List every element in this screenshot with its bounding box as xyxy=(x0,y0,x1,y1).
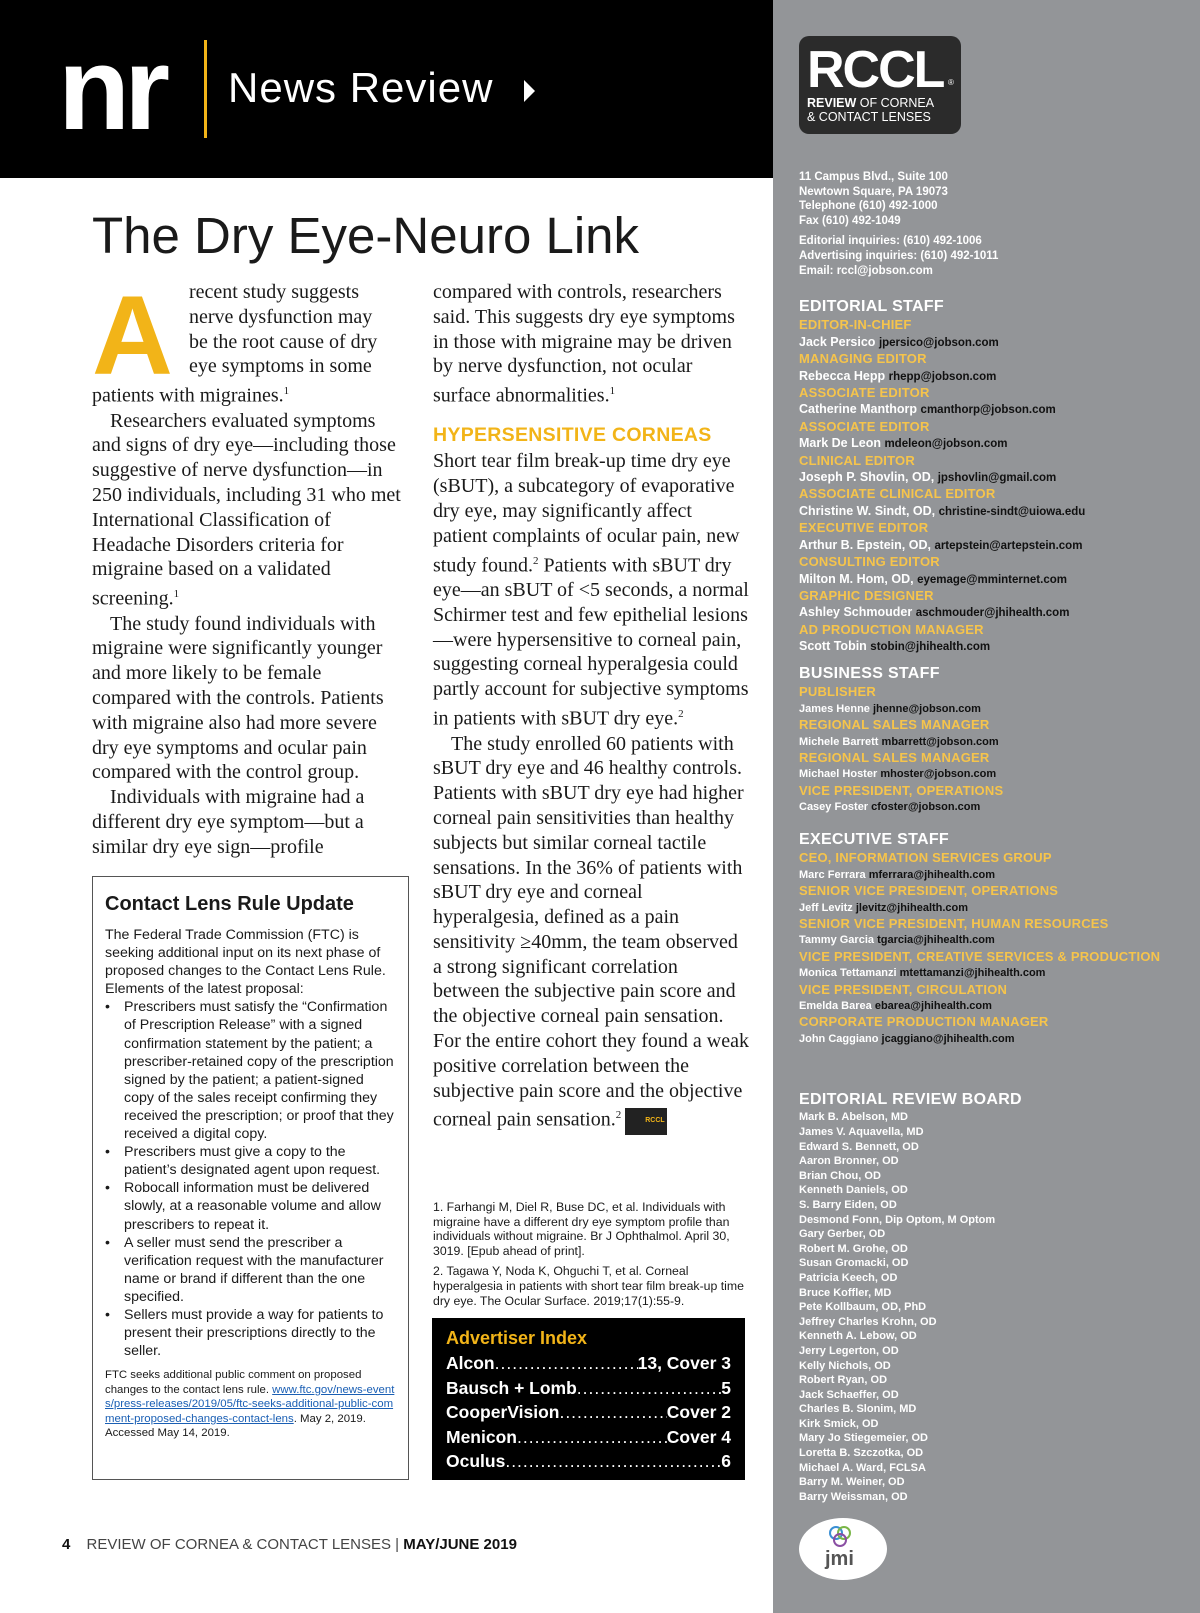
box-title: Contact Lens Rule Update xyxy=(105,893,354,915)
jmi-logo xyxy=(799,1518,887,1580)
staff-email[interactable]: aschmouder@jhihealth.com xyxy=(915,607,1070,620)
article-paragraph xyxy=(433,732,749,1135)
paragraph-text: Patients with sBUT dry eye—an sBUT of <5 seconds, a normal Schirmer test and few epithelial lesions—were hypersensitive to corneal pain, suggesting corneal hyperalgesia could partly account for subjective symptoms in patients with sBUT dry eye. xyxy=(433,554,749,730)
article-column-1 xyxy=(92,273,402,860)
staff-role: SENIOR VICE PRESIDENT, HUMAN RESOURCES xyxy=(799,916,1109,932)
staff-role: ASSOCIATE CLINICAL EDITOR xyxy=(799,486,996,502)
issue-date: MAY/JUNE 2019 xyxy=(403,1536,517,1553)
staff-member xyxy=(799,867,1160,883)
staff-heading: EXECUTIVE STAFF xyxy=(799,831,949,848)
page-number: 4 xyxy=(62,1536,71,1553)
staff-member xyxy=(799,435,1085,452)
contact-lens-rule-box xyxy=(92,876,409,1480)
article-column-2 xyxy=(433,280,749,1135)
leader-dots xyxy=(505,1449,721,1474)
staff-role: SENIOR VICE PRESIDENT, OPERATIONS xyxy=(799,883,1059,899)
board-member: Barry Weissman, OD xyxy=(799,1490,908,1503)
staff-email[interactable]: jcaggiano@jhihealth.com xyxy=(881,1032,1015,1045)
staff-list xyxy=(799,850,1160,1047)
advertiser-row xyxy=(446,1376,731,1401)
staff-name: Milton M. Hom, OD, xyxy=(799,571,914,586)
board-member: S. Barry Eiden, OD xyxy=(799,1198,897,1211)
board-list xyxy=(799,1110,1022,1504)
staff-name: Ashley Schmouder xyxy=(799,605,913,620)
staff-role: REGIONAL SALES MANAGER xyxy=(799,750,990,766)
staff-email[interactable]: rhepp@jobson.com xyxy=(888,370,997,383)
staff-name: Joseph P. Shovlin, OD, xyxy=(799,470,935,485)
staff-email[interactable]: mbarrett@jobson.com xyxy=(881,735,999,748)
article-paragraph xyxy=(92,409,402,612)
address-line: 11 Campus Blvd., Suite 100 xyxy=(799,171,948,183)
board-member: James V. Aquavella, MD xyxy=(799,1126,924,1138)
board-member: Jeffrey Charles Krohn, OD xyxy=(799,1315,937,1328)
staff-name: Tammy Garcia xyxy=(799,934,875,947)
staff-email[interactable]: cfoster@jobson.com xyxy=(871,801,981,814)
advertiser-name: Oculus xyxy=(446,1451,506,1472)
staff-role: VICE PRESIDENT, CREATIVE SERVICES & PRODUCTION xyxy=(799,948,1161,964)
staff-name: Emelda Barea xyxy=(799,1000,872,1013)
ftc-link[interactable]: www.ftc.gov/news-events/press-releases/2019/05/ftc-seeks-additional-public-comment-proposed-changes-contact-lens xyxy=(105,1383,395,1425)
staff-member xyxy=(799,537,1085,554)
paragraph-text: compared with controls, researchers said. This suggests dry eye symptoms in those with migraine may be driven by nerve dysfunction, not ocular surface abnormalities. xyxy=(433,281,735,407)
advertiser-page: Cover 2 xyxy=(666,1402,731,1423)
staff-name: Christine W. Sindt, OD, xyxy=(799,503,936,518)
rccl-logo-text: RCCL xyxy=(807,41,944,99)
board-member: Mark B. Abelson, MD xyxy=(799,1111,908,1124)
staff-heading: EDITORIAL STAFF xyxy=(799,298,944,315)
board-member: Barry M. Weiner, OD xyxy=(799,1476,905,1489)
staff-email[interactable]: mtettamanzi@jhihealth.com xyxy=(899,967,1046,980)
board-member: Robert M. Grohe, OD xyxy=(799,1242,908,1255)
reference-item: 1. Farhangi M, Diel R, Buse DC, et al. Individuals with migraine have a different dry eye symptom profile than individuals without migraine. Br J Ophthalmol. April 30, 3019. [Epub ahead of print]. xyxy=(433,1200,730,1258)
advertiser-row xyxy=(446,1351,731,1376)
staff-member xyxy=(799,766,1003,782)
board-member: Loretta B. Szczotka, OD xyxy=(799,1447,924,1460)
article-paragraph xyxy=(433,449,749,731)
board-member: Kelly Nichols, OD xyxy=(799,1359,891,1372)
staff-role: CORPORATE PRODUCTION MANAGER xyxy=(799,1014,1049,1030)
advertiser-page: 5 xyxy=(721,1377,731,1398)
board-member: Jack Schaeffer, OD xyxy=(799,1388,899,1401)
staff-heading: EDITORIAL REVIEW BOARD xyxy=(799,1091,1022,1108)
box-intro: The Federal Trade Commission (FTC) is seeking additional input on its next phase of proposed changes to the Contact Lens Rule. Elements of the latest proposal: xyxy=(105,927,386,998)
advertiser-name: Menicon xyxy=(446,1426,517,1447)
staff-name: Jeff Levitz xyxy=(799,901,853,914)
list-item: • Sellers must provide a way for patients to present their prescriptions directly to the seller. xyxy=(105,1306,396,1360)
staff-member xyxy=(799,604,1085,621)
staff-name: Casey Foster xyxy=(799,801,869,814)
article-paragraph xyxy=(92,273,402,409)
staff-role: MANAGING EDITOR xyxy=(799,351,927,367)
article-paragraph xyxy=(433,280,749,409)
staff-member xyxy=(799,965,1160,981)
board-member: Desmond Fonn, Dip Optom, M Optom xyxy=(799,1213,996,1226)
staff-email[interactable]: jpshovlin@gmail.com xyxy=(937,472,1057,485)
advertiser-name: CooperVision xyxy=(446,1402,560,1423)
fax: Fax (610) 492-1049 xyxy=(799,214,901,227)
address-line: Newtown Square, PA 19073 xyxy=(799,185,948,198)
staff-role: CLINICAL EDITOR xyxy=(799,452,915,468)
list-item: • Prescribers must give a copy to the patient’s designated agent upon request. xyxy=(105,1143,396,1179)
article-paragraph: The study found individuals with migraine were significantly younger and more likely to be female compared with the controls. Patients with migraine also had more severe dry eye symptoms and ocular pain compared with the control group. xyxy=(92,612,384,784)
article-title: The Dry Eye-Neuro Link xyxy=(92,207,640,264)
citation: 2 xyxy=(615,1109,622,1122)
paragraph-text: Researchers evaluated symptoms and signs of dry eye—including those suggestive of nerve dysfunction—in 250 individuals, including 31 who met International Classification of Headache Disorders criteria for migraine based on a validated screening. xyxy=(92,409,401,610)
logo-divider xyxy=(204,40,207,138)
advertiser-page: 6 xyxy=(721,1451,731,1472)
list-item: • Prescribers must satisfy the “Confirmation of Prescription Release” with a signed confirmation statement by the patient; a prescriber-retained copy of the prescription signed by the patient; a patient-signed copy of the sales receipt confirming they received the prescription; or proof that they received a digital copy. xyxy=(105,998,396,1143)
editorial-review-board xyxy=(799,1092,1022,1504)
staff-name: John Caggiano xyxy=(799,1032,879,1045)
drop-cap: A xyxy=(92,273,173,398)
logo-sub-bold: REVIEW xyxy=(807,96,857,110)
advertiser-page: 13, Cover 3 xyxy=(637,1353,731,1373)
staff-name: James Henne xyxy=(799,702,870,715)
board-member: Kenneth A. Lebow, OD xyxy=(799,1330,917,1343)
staff-email[interactable]: tgarcia@jhihealth.com xyxy=(877,934,995,947)
staff-member xyxy=(799,469,1085,486)
note-text: FTC seeks additional public comment on proposed changes to the contact lens rule. xyxy=(105,1369,362,1396)
staff-member xyxy=(799,734,1003,750)
board-member: Michael A. Ward, FCLSA xyxy=(799,1461,926,1474)
staff-email[interactable]: jlevitz@jhihealth.com xyxy=(855,901,969,914)
text-line: be the root cause of dry xyxy=(189,330,378,353)
text-line: eye symptoms in some xyxy=(189,355,372,378)
jmi-circle-icon xyxy=(833,1533,847,1547)
staff-member xyxy=(799,401,1085,418)
staff-email[interactable]: eyemage@mminternet.com xyxy=(917,573,1067,586)
staff-email[interactable]: jpersico@jobson.com xyxy=(878,336,999,349)
paragraph-text: Short tear film break-up time dry eye (sBUT), a subcategory of evaporative dry eye, may significantly affect patient complaints of ocular pain, new study found. xyxy=(433,450,740,577)
contact-email: Email: rccl@jobson.com xyxy=(799,264,933,277)
staff-email[interactable]: stobin@jhihealth.com xyxy=(870,641,991,654)
staff-heading: BUSINESS STAFF xyxy=(799,665,940,682)
board-member: Gary Gerber, OD xyxy=(799,1228,886,1241)
note-text: . May 2, 2019. Accessed May 14, 2019. xyxy=(105,1412,366,1440)
staff-email[interactable]: mhoster@jobson.com xyxy=(880,768,997,781)
subheading: HYPERSENSITIVE CORNEAS xyxy=(433,423,712,446)
section-title: News Review xyxy=(228,64,494,111)
board-member: Bruce Koffler, MD xyxy=(799,1286,892,1299)
staff-role: REGIONAL SALES MANAGER xyxy=(799,717,990,733)
board-member: Susan Gromacki, OD xyxy=(799,1257,909,1270)
staff-member xyxy=(799,701,1003,717)
leader-dots xyxy=(577,1376,721,1401)
staff-name: Scott Tobin xyxy=(799,639,867,654)
rccl-logo-subtitle xyxy=(807,96,934,124)
rccl-logo xyxy=(799,36,961,134)
staff-email[interactable]: mferrara@jhihealth.com xyxy=(868,868,995,881)
board-member: Brian Chou, OD xyxy=(799,1169,881,1182)
business-staff xyxy=(799,666,1003,816)
page-footer xyxy=(62,1536,517,1553)
staff-member xyxy=(799,1031,1160,1047)
staff-member xyxy=(799,932,1160,948)
staff-role: EXECUTIVE EDITOR xyxy=(799,520,929,536)
citation: 2 xyxy=(533,554,539,567)
staff-email[interactable]: christine-sindt@uiowa.edu xyxy=(938,505,1086,518)
staff-role: PUBLISHER xyxy=(799,684,876,700)
reference-item: 2. Tagawa Y, Noda K, Ohguchi T, et al. Corneal hyperalgesia in patients with short tear film break-up time dry eye. The Ocular Surface. 2019;17(1):55-9. xyxy=(433,1264,744,1308)
leader-dots xyxy=(559,1400,666,1425)
editorial-inquiries: Editorial inquiries: (610) 492-1006 xyxy=(799,235,982,248)
staff-name: Mark De Leon xyxy=(799,436,881,451)
contact-info xyxy=(799,170,998,278)
box-bullet-list xyxy=(105,998,396,1360)
text-line: nerve dysfunction may xyxy=(189,305,373,328)
staff-name: Monica Tettamanzi xyxy=(799,967,897,980)
staff-member xyxy=(799,638,1085,655)
board-member: Charles B. Slonim, MD xyxy=(799,1403,917,1416)
editorial-staff xyxy=(799,299,1085,656)
staff-name: Catherine Manthorp xyxy=(799,402,918,417)
citation: 1 xyxy=(283,385,290,398)
leader-dots xyxy=(517,1425,667,1450)
registered-mark: ® xyxy=(948,78,954,87)
board-member: Edward S. Bennett, OD xyxy=(799,1140,919,1153)
staff-name: Michael Hoster xyxy=(799,768,878,781)
staff-list xyxy=(799,684,1003,815)
staff-email[interactable]: artepstein@artepstein.com xyxy=(934,539,1083,552)
staff-email[interactable]: jhenne@jobson.com xyxy=(873,702,981,715)
staff-name: Arthur B. Epstein, OD, xyxy=(799,537,931,552)
board-member: Jerry Legerton, OD xyxy=(799,1344,899,1357)
staff-name: Marc Ferrara xyxy=(799,868,866,881)
paragraph-text: The study enrolled 60 patients with sBUT dry eye and 46 healthy controls. Patients with sBUT dry eye had higher corneal pain sensitivities than healthy subjects but similar corneal tactile sensations. In the 36% of patients with sBUT dry eye and corneal hyperalgesia, defined as a pain sensitivity ≥40mm, the team observed a strong significant correlation between the subjective pain score and the objective corneal pain sensation. For the entire cohort they found a weak positive correlation between the subjective pain score and the objective corneal pain sensation. xyxy=(433,732,750,1132)
publication-name: REVIEW OF CORNEA & CONTACT LENSES | xyxy=(86,1536,400,1553)
staff-email[interactable]: mdeleon@jobson.com xyxy=(884,438,1008,451)
staff-role: VICE PRESIDENT, OPERATIONS xyxy=(799,782,1004,798)
executive-staff xyxy=(799,832,1160,1047)
citation: 1 xyxy=(173,588,180,601)
staff-member xyxy=(799,503,1085,520)
page-header xyxy=(0,0,773,178)
advertiser-name: Alcon xyxy=(446,1353,495,1373)
article-paragraph: Individuals with migraine had a different dry eye symptom—but a similar dry eye sign—profile xyxy=(92,786,365,858)
staff-name: Rebecca Hepp xyxy=(799,368,886,383)
staff-role: EDITOR-IN-CHIEF xyxy=(799,317,912,333)
logo-sub-text: & CONTACT LENSES xyxy=(807,110,931,124)
staff-email[interactable]: ebarea@jhihealth.com xyxy=(874,1000,992,1013)
advertiser-name: Bausch + Lomb xyxy=(446,1377,577,1398)
staff-role: ASSOCIATE EDITOR xyxy=(799,385,930,401)
staff-member xyxy=(799,900,1160,916)
staff-member xyxy=(799,368,1085,385)
citation: 1 xyxy=(609,385,616,398)
list-item: • Robocall information must be delivered slowly, at a reasonable volume and allow prescribers to repeat it. xyxy=(105,1179,396,1233)
staff-name: Jack Persico xyxy=(799,334,876,349)
play-arrow-icon xyxy=(524,80,535,102)
telephone: Telephone (610) 492-1000 xyxy=(799,200,938,213)
staff-role: CONSULTING EDITOR xyxy=(799,554,940,570)
advertiser-index-title: Advertiser Index xyxy=(446,1328,588,1348)
board-member: Patricia Keech, OD xyxy=(799,1271,898,1284)
staff-member xyxy=(799,334,1085,351)
masthead-sidebar xyxy=(773,0,1200,1613)
board-member: Kenneth Daniels, OD xyxy=(799,1184,908,1197)
text-line: patients with migraines. xyxy=(92,384,284,407)
jmi-logo-text: jmi xyxy=(825,1548,854,1570)
box-note xyxy=(105,1368,396,1441)
board-member: Robert Ryan, OD xyxy=(799,1374,888,1387)
advertising-inquiries: Advertising inquiries: (610) 492-1011 xyxy=(799,249,999,262)
advertiser-row xyxy=(446,1425,731,1450)
staff-member xyxy=(799,998,1160,1014)
advertiser-row xyxy=(446,1449,731,1474)
staff-name: Michele Barrett xyxy=(799,735,879,748)
advertiser-index xyxy=(432,1318,745,1480)
staff-role: ASSOCIATE EDITOR xyxy=(799,418,930,434)
board-member: Pete Kollbaum, OD, PhD xyxy=(799,1301,927,1314)
staff-email[interactable]: cmanthorp@jobson.com xyxy=(920,404,1056,417)
board-member: Kirk Smick, OD xyxy=(799,1417,879,1430)
text-line: recent study suggests xyxy=(189,281,359,303)
advertiser-page: Cover 4 xyxy=(666,1426,731,1447)
staff-member xyxy=(799,799,1003,815)
leader-dots xyxy=(495,1351,638,1376)
staff-role: GRAPHIC DESIGNER xyxy=(799,587,934,603)
references xyxy=(433,1200,745,1314)
logo-sub-text: OF CORNEA xyxy=(856,96,935,110)
list-item: • A seller must send the prescriber a verification request with the manufacturer name or brand if different than the one specified. xyxy=(105,1234,396,1306)
board-member: Aaron Bronner, OD xyxy=(799,1155,899,1168)
end-mark: RCCL xyxy=(625,1108,666,1135)
staff-member xyxy=(799,571,1085,588)
staff-role: VICE PRESIDENT, CIRCULATION xyxy=(799,981,1008,997)
board-member: Mary Jo Stiegemeier, OD xyxy=(799,1432,928,1445)
staff-list xyxy=(799,317,1085,655)
staff-role: CEO, INFORMATION SERVICES GROUP xyxy=(799,850,1052,866)
citation: 2 xyxy=(678,708,684,721)
nr-logo: nr xyxy=(58,23,164,155)
staff-role: AD PRODUCTION MANAGER xyxy=(799,621,984,637)
advertiser-row xyxy=(446,1400,731,1425)
